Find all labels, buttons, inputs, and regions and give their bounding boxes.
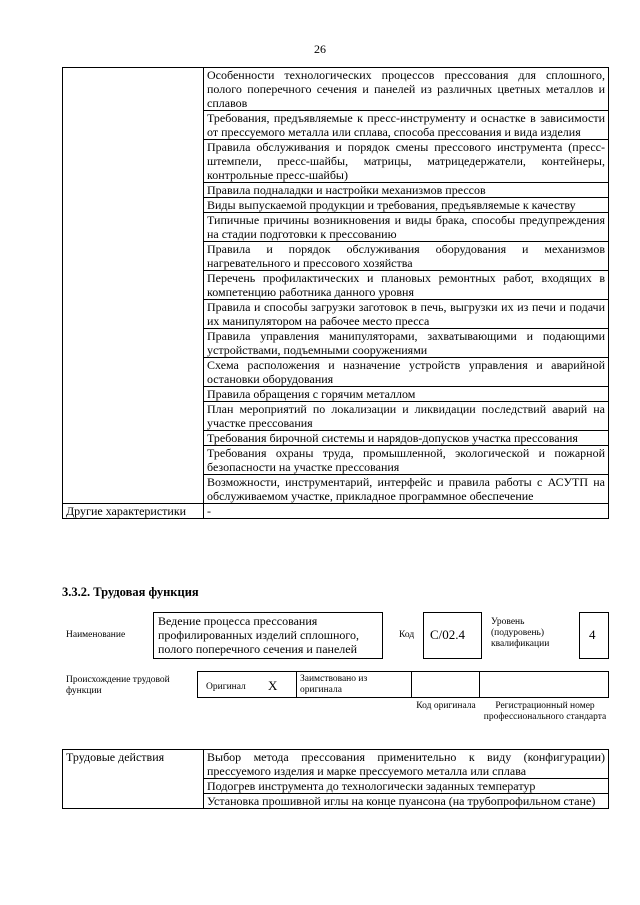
function-name: Ведение процесса прессования профилированных изделий сплошного, полого поперечного сечения и панелей — [158, 614, 359, 656]
knowledge-row — [63, 68, 609, 111]
code-label: Код — [399, 630, 415, 640]
knowledge-item: Особенности технологических процессов прессования для сплошного, полого поперечного сечения и панелей из различных цветных металлов и сплавов — [204, 68, 609, 111]
labor-action-item: Выбор метода прессования применительно к виду (конфигурации) прессуемого изделия и марке прессуемого металла или сплава — [204, 750, 609, 779]
origin-divider-2 — [411, 671, 412, 698]
knowledge-item: План мероприятий по локализации и ликвидации последствий аварий на участке прессования — [204, 402, 609, 431]
section-title: 3.3.2. Трудовая функция — [62, 585, 199, 599]
level-label: Уровень (подуровень) квалификации — [491, 617, 550, 649]
other-characteristics-value: - — [204, 504, 609, 519]
original-label: Оригинал — [206, 682, 246, 692]
knowledge-item: Правила обслуживания и порядок смены прессового инструмента (пресс-штемпели, пресс-шайбы, матрицы, матрицедержатели, контейнеры, контрольные пресс-шайбы) — [204, 140, 609, 183]
knowledge-item: Правила управления манипуляторами, захватывающими и подающими устройствами, подъемными сооружениями — [204, 329, 609, 358]
origin-divider-3 — [479, 671, 480, 698]
labor-action-row — [63, 750, 609, 779]
labor-action-item: Установка прошивной иглы на конце пуансона (на трубопрофильном стане) — [204, 794, 609, 809]
labor-actions-label: Трудовые действия — [63, 750, 204, 809]
labor-actions-table — [62, 749, 609, 809]
labor-action-item: Подогрев инструмента до технологически заданных температур — [204, 779, 609, 794]
knowledge-item: Требования охраны труда, промышленной, экологической и пожарной безопасности на участке прессования — [204, 446, 609, 475]
other-characteristics-label: Другие характеристики — [63, 504, 204, 519]
code-value: С/02.4 — [430, 627, 466, 642]
knowledge-table — [62, 67, 609, 519]
other-characteristics-row — [63, 504, 609, 519]
knowledge-item: Схема расположения и назначение устройств управления и аварийной остановки оборудования — [204, 358, 609, 387]
borrowed-label: Заимствовано из оригинала — [300, 674, 368, 695]
name-label: Наименование — [66, 630, 126, 640]
reg-number-label: Регистрационный номер профессионального стандарта — [483, 701, 607, 722]
knowledge-item: Требования, предъявляемые к пресс-инструменту и оснастке в зависимости от прессуемого металла или сплава, способа прессования и вида изделия — [204, 111, 609, 140]
knowledge-item: Перечень профилактических и плановых ремонтных работ, входящих в компетенцию работника данного уровня — [204, 271, 609, 300]
code-original-label: Код оригинала — [416, 701, 476, 711]
knowledge-item: Виды выпускаемой продукции и требования, предъявляемые к качеству — [204, 198, 609, 213]
original-mark: Х — [268, 678, 278, 693]
origin-label: Происхождение трудовой функции — [66, 675, 170, 696]
knowledge-item: Требования бирочной системы и нарядов-допусков участка прессования — [204, 431, 609, 446]
knowledge-item: Правила обращения с горячим металлом — [204, 387, 609, 402]
page-number: 26 — [314, 42, 326, 56]
level-value: 4 — [589, 627, 596, 642]
knowledge-item: Типичные причины возникновения и виды брака, способы предупреждения на стадии подготовки к прессованию — [204, 213, 609, 242]
knowledge-item: Правила и способы загрузки заготовок в печь, выгрузки их из печи и подачи их манипулятором на рабочее место пресса — [204, 300, 609, 329]
knowledge-item: Правила и порядок обслуживания оборудования и механизмов нагревательного и прессового хозяйства — [204, 242, 609, 271]
knowledge-label-cell — [63, 68, 204, 504]
origin-divider-1 — [296, 671, 297, 698]
knowledge-item: Правила подналадки и настройки механизмов прессов — [204, 183, 609, 198]
knowledge-item: Возможности, инструментарий, интерфейс и правила работы с АСУТП на обслуживаемом участке, прикладное программное обеспечение — [204, 475, 609, 504]
